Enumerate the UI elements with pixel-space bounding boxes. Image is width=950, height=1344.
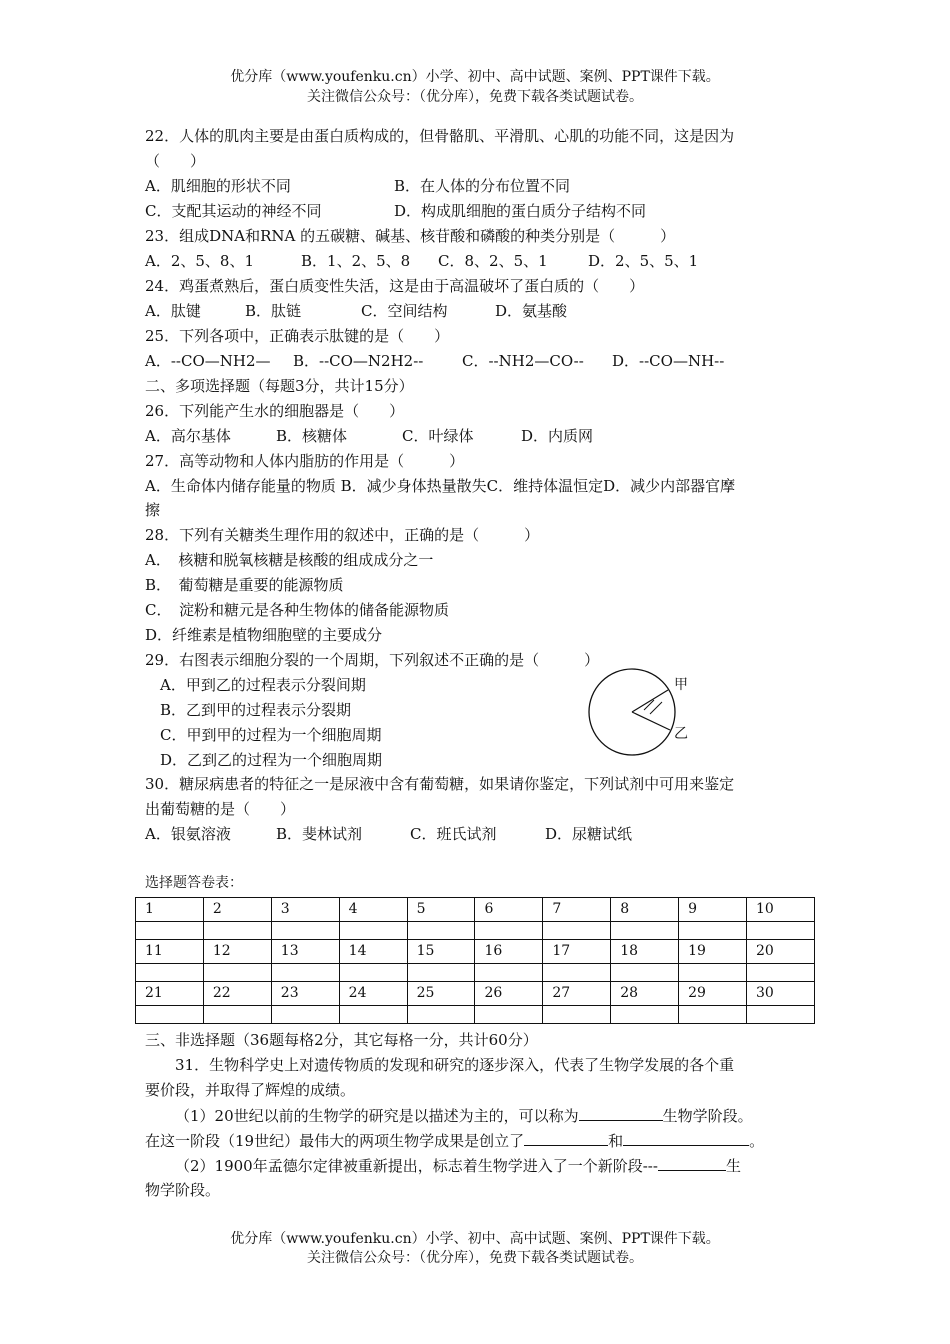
radius-to-jia bbox=[632, 690, 668, 712]
answer-cell[interactable] bbox=[679, 964, 747, 982]
table-cell: 13 bbox=[271, 940, 339, 964]
q23-option-d: D．2、5、5、1 bbox=[588, 252, 699, 270]
q22-stem: 22．人体的肌肉主要是由蛋白质构成的，但骨骼肌、平滑肌、心肌的功能不同，这是因为 bbox=[145, 127, 735, 145]
q31-part2-text-a: （2）1900年孟德尔定律被重新提出，标志着生物学进入了一个新阶段--- bbox=[175, 1157, 658, 1175]
table-cell: 29 bbox=[679, 982, 747, 1006]
table-cell: 26 bbox=[475, 982, 543, 1006]
footer-line-2: 关注微信公众号：（优分库），免费下载各类试题试卷。 bbox=[307, 1250, 643, 1266]
fill-blank-2[interactable] bbox=[524, 1130, 608, 1146]
q23-option-a: A．2、5、8、1 bbox=[145, 252, 255, 270]
q29-option-b: B．乙到甲的过程表示分裂期 bbox=[160, 701, 352, 719]
table-cell: 27 bbox=[543, 982, 611, 1006]
table-cell: 4 bbox=[339, 898, 407, 922]
q26-option-b: B．核糖体 bbox=[276, 427, 348, 445]
q28-option-c: C． 淀粉和糖元是各种生物体的储备能源物质 bbox=[145, 601, 449, 619]
q23-stem: 23．组成DNA和RNA 的五碳糖、碱基、核苷酸和磷酸的种类分别是（ ） bbox=[145, 227, 676, 245]
q24-stem: 24．鸡蛋煮熟后，蛋白质变性失活，这是由于高温破坏了蛋白质的（ ） bbox=[145, 277, 645, 295]
answer-cell[interactable] bbox=[543, 922, 611, 940]
answer-cell[interactable] bbox=[136, 964, 204, 982]
q24-option-c: C．空间结构 bbox=[361, 302, 448, 320]
q31-stem-cont: 要价段，并取得了辉煌的成绩。 bbox=[145, 1081, 356, 1099]
q23-option-b: B．1、2、5、8 bbox=[301, 252, 411, 270]
q29-option-d: D．乙到乙的过程为一个细胞周期 bbox=[160, 751, 383, 769]
q22-option-a: A．肌细胞的形状不同 bbox=[145, 177, 291, 195]
table-cell: 15 bbox=[407, 940, 475, 964]
q27-options-cont: 擦 bbox=[145, 501, 161, 519]
q28-option-b: B． 葡萄糖是重要的能源物质 bbox=[145, 576, 344, 594]
q24-option-d: D．氨基酸 bbox=[495, 302, 568, 320]
table-cell: 9 bbox=[679, 898, 747, 922]
q29-label-jia: 甲 bbox=[674, 677, 688, 693]
table-cell: 5 bbox=[407, 898, 475, 922]
q31-part1-text-c: 在这一阶段（19世纪）最伟大的两项生物学成果是创立了 bbox=[145, 1132, 525, 1150]
table-cell: 30 bbox=[747, 982, 815, 1006]
answer-cell[interactable] bbox=[136, 1006, 204, 1024]
table-cell: 7 bbox=[543, 898, 611, 922]
q23-option-c: C．8、2、5、1 bbox=[438, 252, 548, 270]
q31-part1-text-d: 和 bbox=[608, 1132, 624, 1150]
table-cell: 24 bbox=[339, 982, 407, 1006]
answer-cell[interactable] bbox=[271, 922, 339, 940]
q30-option-d: D．尿糖试纸 bbox=[545, 825, 633, 843]
q29-option-a: A．甲到乙的过程表示分裂间期 bbox=[160, 676, 366, 694]
answer-cell[interactable] bbox=[747, 1006, 815, 1024]
q31-part1-line1 bbox=[175, 1105, 753, 1126]
fill-blank-3[interactable] bbox=[623, 1130, 749, 1146]
table-cell: 19 bbox=[679, 940, 747, 964]
table-cell: 3 bbox=[271, 898, 339, 922]
q25-option-c: C．--NH2—CO-- bbox=[462, 352, 584, 370]
table-row-answers-3 bbox=[136, 1006, 815, 1024]
section-2-heading: 二、多项选择题（每题3分，共计15分） bbox=[145, 377, 414, 395]
q31-stem: 31．生物科学史上对遗传物质的发现和研究的逐步深入，代表了生物学发展的各个重 bbox=[175, 1056, 735, 1074]
table-cell: 22 bbox=[203, 982, 271, 1006]
q27-stem: 27．高等动物和人体内脂肪的作用是（ ） bbox=[145, 452, 465, 470]
answer-cell[interactable] bbox=[203, 964, 271, 982]
q31-part2-line1 bbox=[175, 1155, 741, 1176]
table-cell: 1 bbox=[136, 898, 204, 922]
q30-stem: 30．糖尿病患者的特征之一是尿液中含有葡萄糖，如果请你鉴定，下列试剂中可用来鉴定 bbox=[145, 775, 735, 793]
q25-stem: 25．下列各项中，正确表示肽键的是（ ） bbox=[145, 327, 450, 345]
q22-option-b: B．在人体的分布位置不同 bbox=[394, 177, 571, 195]
answer-cell[interactable] bbox=[543, 964, 611, 982]
table-cell: 10 bbox=[747, 898, 815, 922]
table-cell: 25 bbox=[407, 982, 475, 1006]
q22-option-d: D．构成肌细胞的蛋白质分子结构不同 bbox=[394, 202, 647, 220]
q25-option-d: D．--CO—NH-- bbox=[612, 352, 725, 370]
q29-stem: 29．右图表示细胞分裂的一个周期，下列叙述不正确的是（ ） bbox=[145, 651, 600, 669]
answer-cell[interactable] bbox=[747, 964, 815, 982]
q28-option-d: D．纤维素是植物细胞壁的主要成分 bbox=[145, 626, 383, 644]
answer-cell[interactable] bbox=[475, 922, 543, 940]
table-cell: 6 bbox=[475, 898, 543, 922]
q29-label-yi: 乙 bbox=[674, 726, 688, 742]
q29-option-c: C．甲到甲的过程为一个细胞周期 bbox=[160, 726, 382, 744]
section-3-heading: 三、非选择题（36题每格2分，其它每格一分，共计60分） bbox=[145, 1031, 538, 1049]
fill-blank-4[interactable] bbox=[658, 1155, 726, 1171]
q26-stem: 26．下列能产生水的细胞器是（ ） bbox=[145, 402, 405, 420]
answer-cell[interactable] bbox=[271, 1006, 339, 1024]
q30-option-a: A．银氨溶液 bbox=[145, 825, 231, 843]
table-cell: 18 bbox=[611, 940, 679, 964]
table-cell: 12 bbox=[203, 940, 271, 964]
q30-option-c: C．班氏试剂 bbox=[410, 825, 497, 843]
table-cell: 14 bbox=[339, 940, 407, 964]
answer-cell[interactable] bbox=[203, 922, 271, 940]
table-cell: 20 bbox=[747, 940, 815, 964]
table-row-numbers-2 bbox=[136, 940, 815, 964]
q25-option-a: A．--CO—NH2— bbox=[145, 352, 271, 370]
answer-cell[interactable] bbox=[407, 964, 475, 982]
answer-cell[interactable] bbox=[271, 964, 339, 982]
table-cell: 17 bbox=[543, 940, 611, 964]
q31-part1-line2 bbox=[145, 1130, 764, 1151]
table-cell: 8 bbox=[611, 898, 679, 922]
q27-options: A．生命体内储存能量的物质 B．减少身体热量散失C．维持体温恒定D．减少内部器官摩 bbox=[145, 477, 736, 495]
q30-option-b: B．斐林试剂 bbox=[276, 825, 363, 843]
answer-table-title: 选择题答卷表： bbox=[145, 875, 243, 891]
q24-option-b: B．肽链 bbox=[245, 302, 302, 320]
answer-cell[interactable] bbox=[679, 922, 747, 940]
radius-to-yi bbox=[632, 712, 670, 730]
q22-stem-cont: （ ） bbox=[145, 152, 206, 170]
q24-option-a: A．肽键 bbox=[145, 302, 201, 320]
q31-part1-text-e: 。 bbox=[749, 1132, 765, 1150]
table-row-numbers-1 bbox=[136, 898, 815, 922]
answer-cell[interactable] bbox=[611, 1006, 679, 1024]
q31-part1-text-a: （1）20世纪以前的生物学的研究是以描述为主的，可以称为 bbox=[175, 1107, 579, 1125]
table-cell: 21 bbox=[136, 982, 204, 1006]
table-cell: 23 bbox=[271, 982, 339, 1006]
q25-option-b: B．--CO—N2H2-- bbox=[293, 352, 424, 370]
table-cell: 16 bbox=[475, 940, 543, 964]
q31-part2-line2: 物学阶段。 bbox=[145, 1181, 221, 1199]
q31-part1-text-b: 生物学阶段。 bbox=[662, 1107, 753, 1125]
table-row-answers-1 bbox=[136, 922, 815, 940]
answer-cell[interactable] bbox=[339, 964, 407, 982]
q30-stem-cont: 出葡萄糖的是（ ） bbox=[145, 800, 296, 818]
fill-blank-1[interactable] bbox=[579, 1105, 663, 1121]
table-cell: 2 bbox=[203, 898, 271, 922]
q26-option-a: A．高尔基体 bbox=[145, 427, 231, 445]
header-line-1: 优分库（www.youfenku.cn）小学、初中、高中试题、案例、PPT课件下载。 bbox=[230, 69, 720, 85]
answer-cell[interactable] bbox=[475, 1006, 543, 1024]
answer-cell[interactable] bbox=[679, 1006, 747, 1024]
answer-cell[interactable] bbox=[136, 922, 204, 940]
answer-cell[interactable] bbox=[543, 1006, 611, 1024]
answer-cell[interactable] bbox=[339, 1006, 407, 1024]
q22-option-c: C．支配其运动的神经不同 bbox=[145, 202, 322, 220]
answer-cell[interactable] bbox=[747, 922, 815, 940]
table-cell: 11 bbox=[136, 940, 204, 964]
q26-option-c: C．叶绿体 bbox=[402, 427, 474, 445]
q26-option-d: D．内质网 bbox=[521, 427, 594, 445]
answer-cell[interactable] bbox=[611, 922, 679, 940]
table-row-answers-2 bbox=[136, 964, 815, 982]
answer-cell[interactable] bbox=[407, 1006, 475, 1024]
answer-cell[interactable] bbox=[339, 922, 407, 940]
q28-option-a: A． 核糖和脱氧核糖是核酸的组成成分之一 bbox=[145, 551, 434, 569]
answer-cell[interactable] bbox=[203, 1006, 271, 1024]
footer-line-1: 优分库（www.youfenku.cn）小学、初中、高中试题、案例、PPT课件下载。 bbox=[230, 1231, 720, 1247]
answer-table bbox=[135, 897, 815, 1024]
answer-cell[interactable] bbox=[611, 964, 679, 982]
q31-part2-text-b: 生 bbox=[725, 1157, 741, 1175]
hatch-mark-2 bbox=[650, 702, 662, 714]
q28-stem: 28．下列有关糖类生理作用的叙述中，正确的是（ ） bbox=[145, 526, 540, 544]
answer-cell[interactable] bbox=[407, 922, 475, 940]
header-line-2: 关注微信公众号：（优分库），免费下载各类试题试卷。 bbox=[307, 89, 643, 105]
table-row-numbers-3 bbox=[136, 982, 815, 1006]
table-cell: 28 bbox=[611, 982, 679, 1006]
answer-cell[interactable] bbox=[475, 964, 543, 982]
